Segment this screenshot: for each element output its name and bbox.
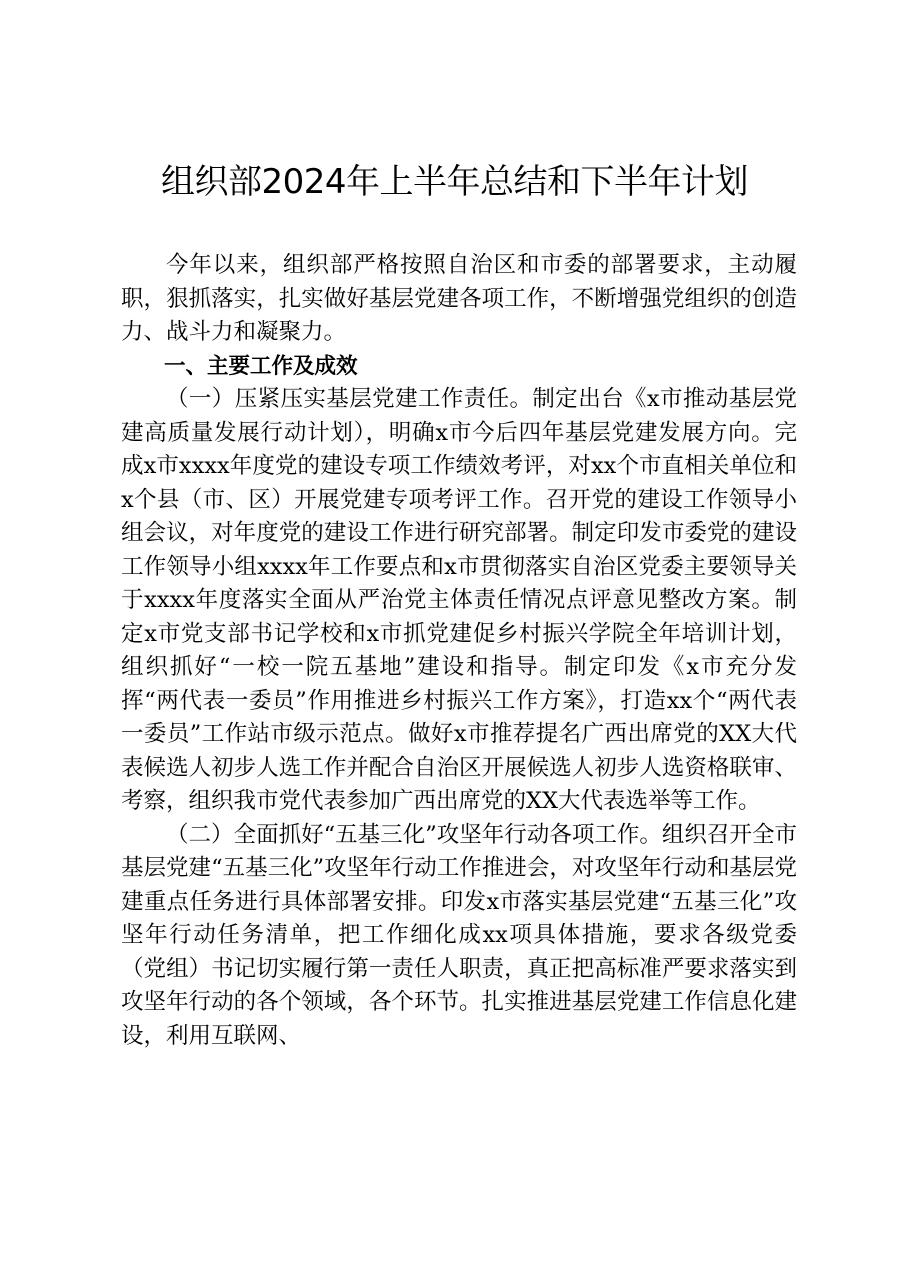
- document-title: 组织部2024年上半年总结和下半年计划: [160, 162, 749, 202]
- intro-paragraph: 今年以来，组织部严格按照自治区和市委的部署要求，主动履职，狠抓落实，扎实做好基层党建各项工作，不断增强党组织的创造力、战斗力和凝聚力。: [121, 252, 797, 345]
- paragraph-2: （二）全面抓好“五基三化”攻坚年行动各项工作。组织召开全市基层党建“五基三化”攻坚年行动工作推进会，对攻坚年行动和基层党建重点任务进行具体部署安排。印发x市落实基层党建“五基三化”攻坚年行动任务清单，把工作细化成xx项具体措施，要求各级党委（党组）书记切实履行第一责任人职责，真正把高标准严要求落实到攻坚年行动的各个领域，各个环节。扎实推进基层党建工作信息化建设，利用互联网、: [121, 821, 797, 1049]
- paragraph-1: （一）压紧压实基层党建工作责任。制定出台《x市推动基层党建高质量发展行动计划），明确x市今后四年基层党建发展方向。完成x市xxxx年度党的建设专项工作绩效考评，对xx个市直相关单位和x个县（市、区）开展党建专项考评工作。召开党的建设工作领导小组会议，对年度党的建设工作进行研究部署。制定印发市委党的建设工作领导小组xxxx年工作要点和x市贯彻落实自治区党委主要领导关于xxxx年度落实全面从严治党主体责任情况点评意见整改方案。制定x市党支部书记学校和x市抓党建促乡村振兴学院全年培训计划，组织抓好“一校一院五基地”建设和指导。制定印发《x市充分发挥“两代表一委员”作用推进乡村振兴工作方案》，打造xx个“两代表一委员”工作站市级示范点。做好x市推荐提名广西出席党的XX大代表候选人初步人选工作并配合自治区开展候选人初步人选资格联审、考察，组织我市党代表参加广西出席党的XX大代表选举等工作。: [121, 386, 797, 814]
- document-body: [121, 249, 797, 1053]
- section-heading: 一、主要工作及成效: [164, 353, 358, 379]
